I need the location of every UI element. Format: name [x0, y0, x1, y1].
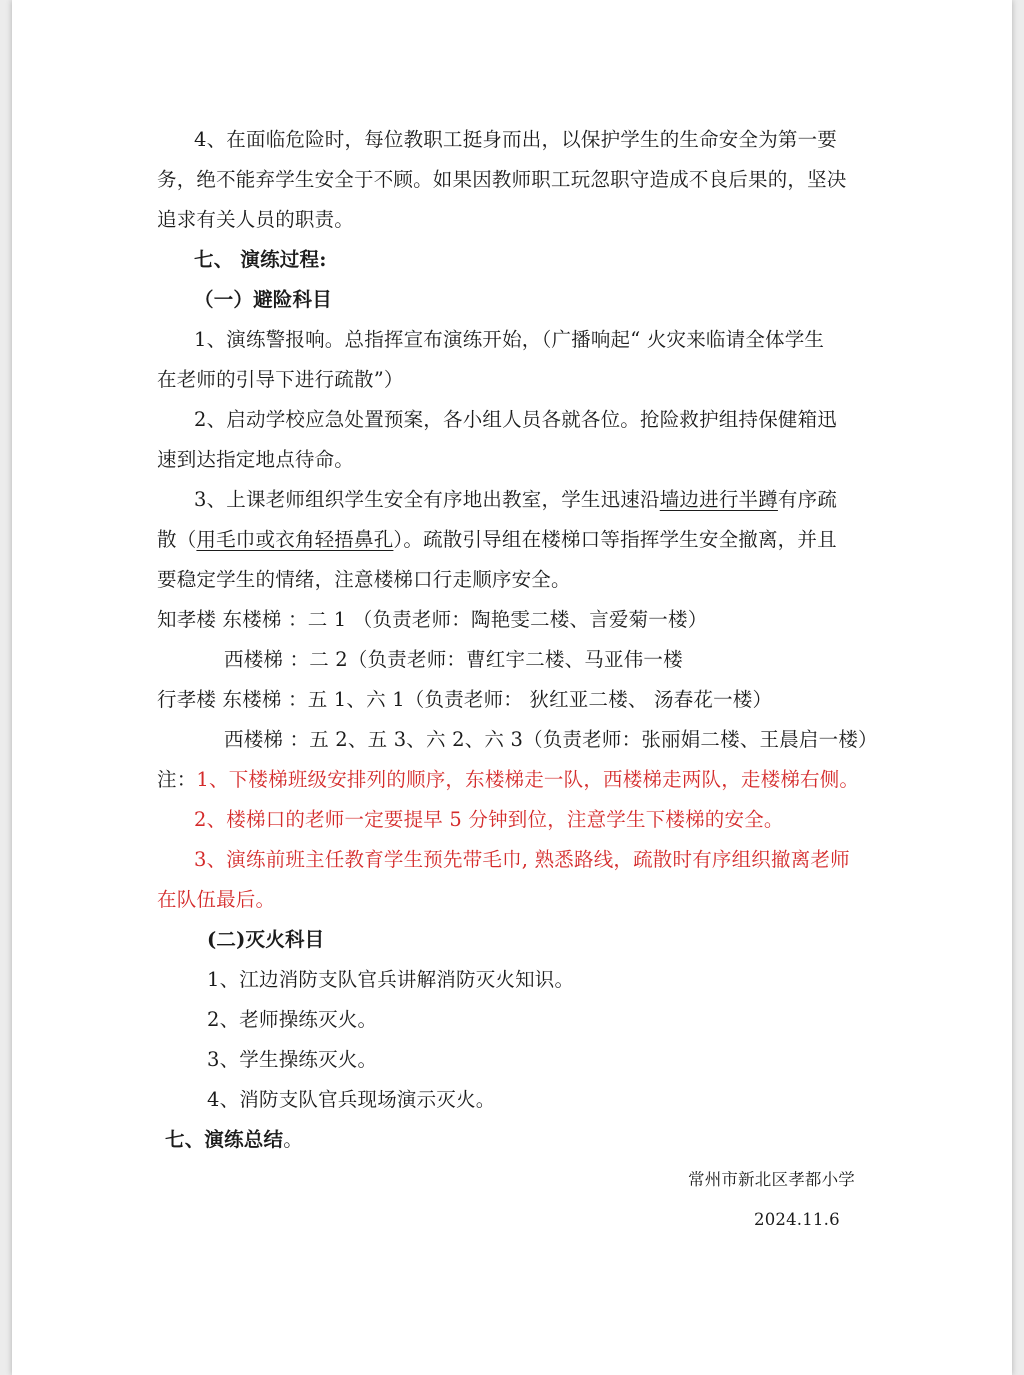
note1-line	[157, 768, 859, 792]
summary-line	[165, 1128, 303, 1152]
summary-tail: 。	[283, 1128, 303, 1151]
step2-line2: 速到达指定地点待命。	[157, 448, 355, 471]
note3-line2: 在队伍最后。	[157, 888, 276, 911]
step3-line1-a: 3、上课老师组织学生安全有序地出教室，学生迅速沿	[194, 488, 660, 511]
step3-line1-underlined: 墙边进行半蹲	[659, 488, 778, 511]
step3-line2-a: 散（	[157, 528, 197, 551]
step2-line1: 2、启动学校应急处置预案，各小组人员各就各位。抢险救护组持保健箱迅	[194, 408, 838, 431]
date: 2024.11.6	[754, 1210, 840, 1229]
step1-line1: 1、演练警报响。总指挥宣布演练开始，（广播响起“ 火灾来临请全体学生	[194, 328, 825, 351]
note3-line1: 3、演练前班主任教育学生预先带毛巾, 熟悉路线，疏散时有序组织撤离老师	[194, 848, 850, 871]
para4-line3: 追求有关人员的职责。	[157, 208, 355, 231]
signature: 常州市新北区孝都小学	[688, 1170, 855, 1189]
stairs-xingxiao-west: 西楼梯 ：五 2、五 3、六 2、六 3（负责老师：张丽娟二楼、王晨启一楼）	[224, 728, 878, 751]
step1-line2: 在老师的引导下进行疏散”）	[157, 368, 404, 391]
notes-label: 注：	[157, 768, 197, 791]
stairs-xingxiao-east: 行孝楼 东楼梯 ：五 1、六 1（负责老师： 狄红亚二楼、 汤春花一楼）	[157, 688, 773, 711]
fire-item-4: 4、消防支队官兵现场演示灭火。	[207, 1088, 496, 1111]
fire-item-3: 3、学生操练灭火。	[207, 1048, 378, 1071]
note2: 2、楼梯口的老师一定要提早 5 分钟到位，注意学生下楼梯的安全。	[194, 808, 784, 831]
fire-item-1: 1、江边消防支队官兵讲解消防灭火知识。	[207, 968, 575, 991]
sub1-heading: （一）避险科目	[194, 288, 332, 311]
section7-heading: 七、 演练过程:	[194, 248, 327, 271]
stairs-zhixiao-east: 知孝楼 东楼梯 ：二 1 （负责老师：陶艳雯二楼、言爱菊一楼）	[157, 608, 708, 631]
para4-line1: 4、在面临危险时，每位教职工挺身而出，以保护学生的生命安全为第一要	[194, 128, 838, 151]
step3-line2	[157, 528, 837, 552]
stairs-zhixiao-west: 西楼梯 ：二 2（负责老师：曹红宇二楼、马亚伟一楼	[224, 648, 683, 671]
step3-line2-underlined: 用毛巾或衣角轻捂鼻孔	[196, 528, 394, 551]
summary-heading: 七、演练总结	[165, 1128, 284, 1151]
sub2-heading: (二)灭火科目	[207, 928, 325, 951]
step3-line1	[194, 488, 837, 512]
step3-line2-b: ）。疏散引导组在楼梯口等指挥学生安全撤离，并且	[393, 528, 837, 551]
step3-line3: 要稳定学生的情绪，注意楼梯口行走顺序安全。	[157, 568, 571, 591]
para4-line2: 务，绝不能弃学生安全于不顾。如果因教师职工玩忽职守造成不良后果的，坚决	[157, 168, 847, 191]
document-page	[12, 0, 1012, 1375]
fire-item-2: 2、老师操练灭火。	[207, 1008, 378, 1031]
step3-line1-b: 有序疏	[777, 488, 838, 511]
note1: 1、下楼梯班级安排列的顺序，东楼梯走一队，西楼梯走两队，走楼梯右侧。	[196, 768, 860, 791]
